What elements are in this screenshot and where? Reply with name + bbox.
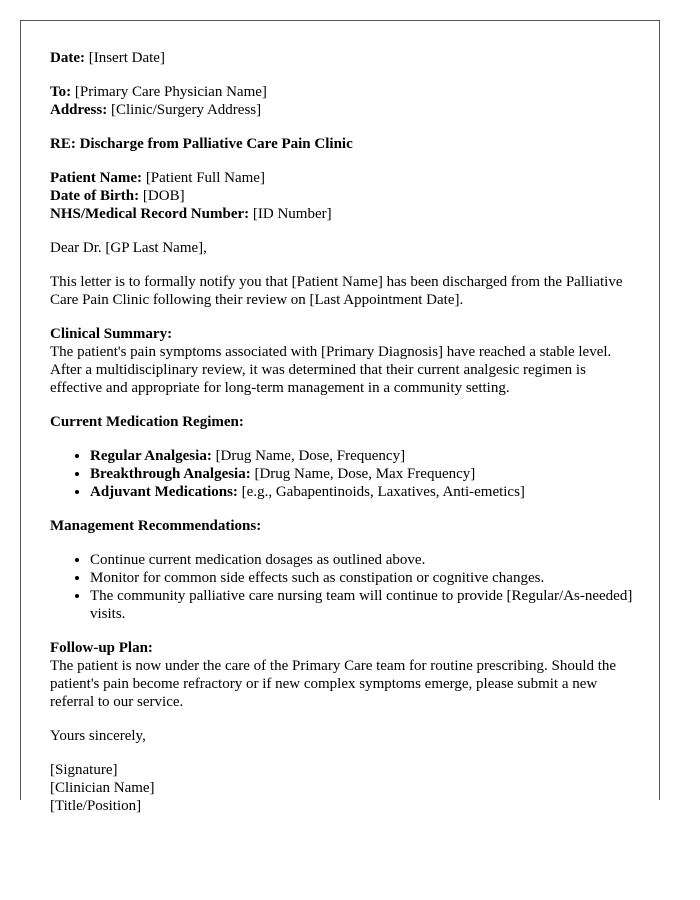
medication-heading-para bbox=[50, 413, 640, 431]
address-label: Address: bbox=[50, 102, 108, 118]
medication-list bbox=[50, 447, 640, 501]
medication-item-label: Regular Analgesia: bbox=[90, 448, 212, 464]
to-line bbox=[50, 83, 640, 101]
clinician-name: [Clinician Name] bbox=[50, 780, 155, 796]
list-item: • Monitor for common side effects such as constipation or cognitive changes. bbox=[90, 569, 640, 587]
signature-line: [Signature] bbox=[50, 762, 118, 778]
record-number-value: [ID Number] bbox=[249, 206, 332, 222]
to-label: To: bbox=[50, 84, 72, 100]
subject-text: RE: Discharge from Palliative Care Pain Clinic bbox=[50, 136, 353, 152]
patient-name-line bbox=[50, 169, 640, 187]
medication-heading: Current Medication Regimen: bbox=[50, 414, 244, 430]
list-item bbox=[90, 483, 640, 501]
salutation: Dear Dr. [GP Last Name], bbox=[50, 240, 207, 256]
patient-block bbox=[50, 169, 640, 223]
address-line bbox=[50, 101, 640, 119]
letter-document bbox=[20, 20, 660, 814]
patient-name-label: Patient Name: bbox=[50, 170, 143, 186]
signature-block bbox=[50, 761, 640, 815]
recommendations-heading-para bbox=[50, 517, 640, 535]
closing: Yours sincerely, bbox=[50, 728, 146, 744]
medication-item-label: Adjuvant Medications: bbox=[90, 484, 238, 500]
list-item: • Continue current medication dosages as outlined above. bbox=[90, 551, 640, 569]
followup-text: The patient is now under the care of the Primary Care team for routine prescribing. Should the patient's pain become refractory or if new complex symptoms emerge, please submit a new referral to our service. bbox=[50, 658, 617, 710]
record-number-line bbox=[50, 205, 640, 223]
recommendations-heading: Management Recommendations: bbox=[50, 518, 262, 534]
medication-item-value: [e.g., Gabapentinoids, Laxatives, Anti-emetics] bbox=[237, 484, 525, 500]
followup-heading: Follow-up Plan: bbox=[50, 640, 153, 656]
letter-body bbox=[50, 49, 640, 831]
list-item: • The community palliative care nursing team will continue to provide [Regular/As-needed] visits. bbox=[90, 587, 640, 623]
recipient-block bbox=[50, 83, 640, 119]
followup-section bbox=[50, 639, 640, 711]
date-value: [Insert Date] bbox=[84, 50, 165, 66]
medication-item-label: Breakthrough Analgesia: bbox=[90, 466, 251, 482]
medication-item-value: [Drug Name, Dose, Max Frequency] bbox=[250, 466, 476, 482]
list-item bbox=[90, 465, 640, 483]
list-item bbox=[90, 447, 640, 465]
subject-line bbox=[50, 135, 640, 153]
date-line bbox=[50, 49, 640, 67]
dob-line bbox=[50, 187, 640, 205]
clinical-summary-text: The patient's pain symptoms associated with [Primary Diagnosis] have reached a stable level. After a multidisciplinary review, it was determined that their current analgesic regimen is effective and appropriate for long-term management in a community setting. bbox=[50, 344, 612, 396]
clinical-summary-section bbox=[50, 325, 640, 397]
address-value: [Clinic/Surgery Address] bbox=[107, 102, 262, 118]
clinical-summary-heading: Clinical Summary: bbox=[50, 326, 173, 342]
dob-value: [DOB] bbox=[139, 188, 185, 204]
dob-label: Date of Birth: bbox=[50, 188, 140, 204]
patient-name-value: [Patient Full Name] bbox=[142, 170, 265, 186]
recommendations-list bbox=[50, 551, 640, 623]
record-number-label: NHS/Medical Record Number: bbox=[50, 206, 250, 222]
clinician-title: [Title/Position] bbox=[50, 798, 142, 814]
intro-paragraph: This letter is to formally notify you that [Patient Name] has been discharged from the Palliative Care Pain Clinic following their review on [Last Appointment Date]. bbox=[50, 274, 623, 308]
medication-item-value: [Drug Name, Dose, Frequency] bbox=[211, 448, 406, 464]
date-label: Date: bbox=[50, 50, 85, 66]
to-value: [Primary Care Physician Name] bbox=[71, 84, 267, 100]
